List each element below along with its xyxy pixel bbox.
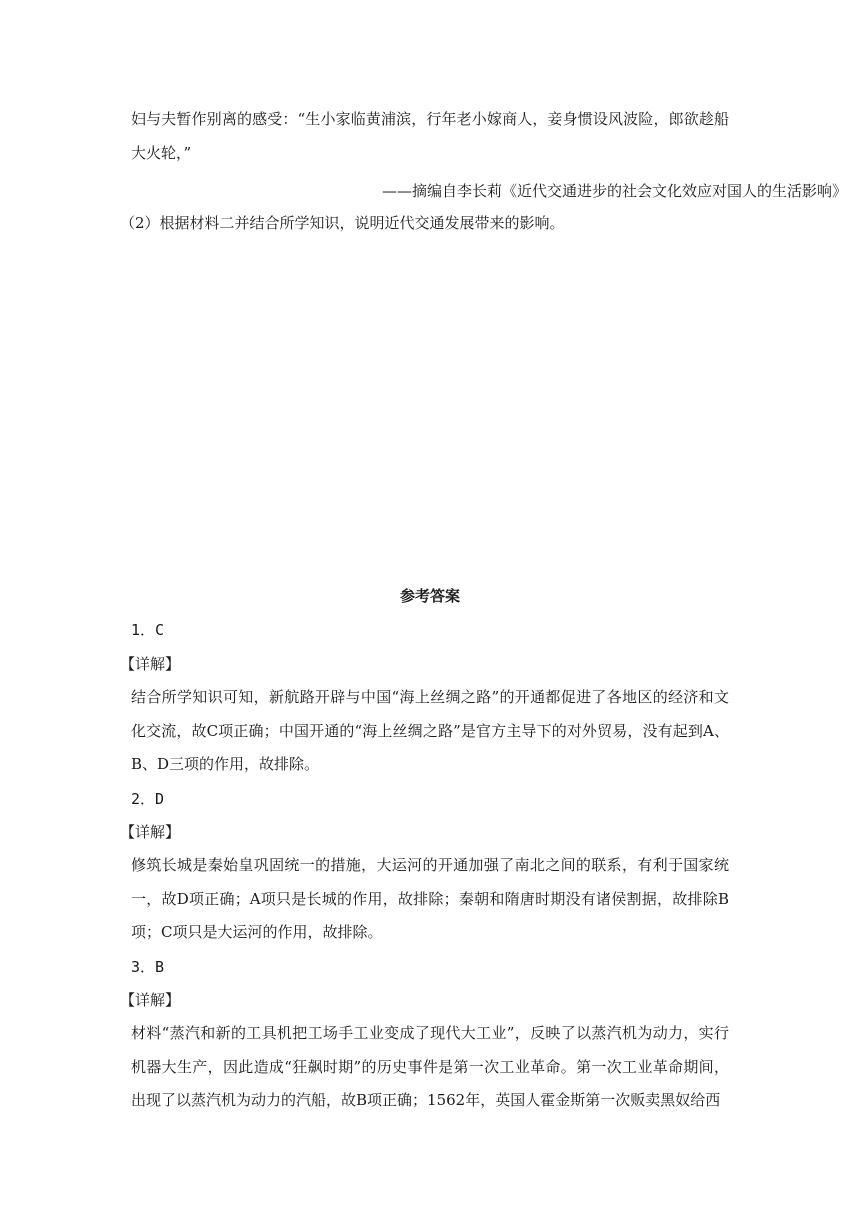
answer-number-1: 1．C [131, 621, 165, 639]
answer-number-3: 3．B [131, 958, 165, 976]
answer-number-2: 2．D [131, 790, 165, 808]
material-text: 妇与夫暂作别离的感受：“生小家临黄浦滨，行年老小嫁商人，妾身惯设风波险，郎欲趁船大火轮，” [131, 110, 729, 162]
question-text: （2）根据材料二并结合所学知识，说明近代交通发展带来的影响。 [120, 214, 565, 232]
answer-text-1: 结合所学知识可知，新航路开辟与中国“海上丝绸之路”的开通都促进了各地区的经济和文化交流，故C项正确；中国开通的“海上丝绸之路”是官方主导下的对外贸易，没有起到A、B、D三项的作用，故排除。 [131, 688, 729, 773]
answer-label-1: 【详解】 [120, 655, 181, 673]
material-source: ——摘编自李长莉《近代交通进步的社会文化效应对国人的生活影响》 [382, 182, 848, 200]
answer-label-3: 【详解】 [120, 991, 181, 1009]
answer-text-2: 修筑长城是秦始皇巩固统一的措施，大运河的开通加强了南北之间的联系，有利于国家统一，故D项正确；A项只是长城的作用，故排除；秦朝和隋唐时期没有诸侯割据，故排除B项；C项只是大运河的作用，故排除。 [131, 856, 729, 941]
answer-text-3: 材料“蒸汽和新的工具机把工场手工业变成了现代大工业”，反映了以蒸汽机为动力，实行机器大生产，因此造成“狂飙时期”的历史事件是第一次工业革命。第一次工业革命期间，出现了以蒸汽机为动力的汽船，故B项正确；1562年，英国人霍金斯第一次贩卖黑奴给西 [131, 1024, 729, 1109]
answer-label-2: 【详解】 [120, 823, 181, 841]
answers-heading: 参考答案 [399, 587, 460, 605]
